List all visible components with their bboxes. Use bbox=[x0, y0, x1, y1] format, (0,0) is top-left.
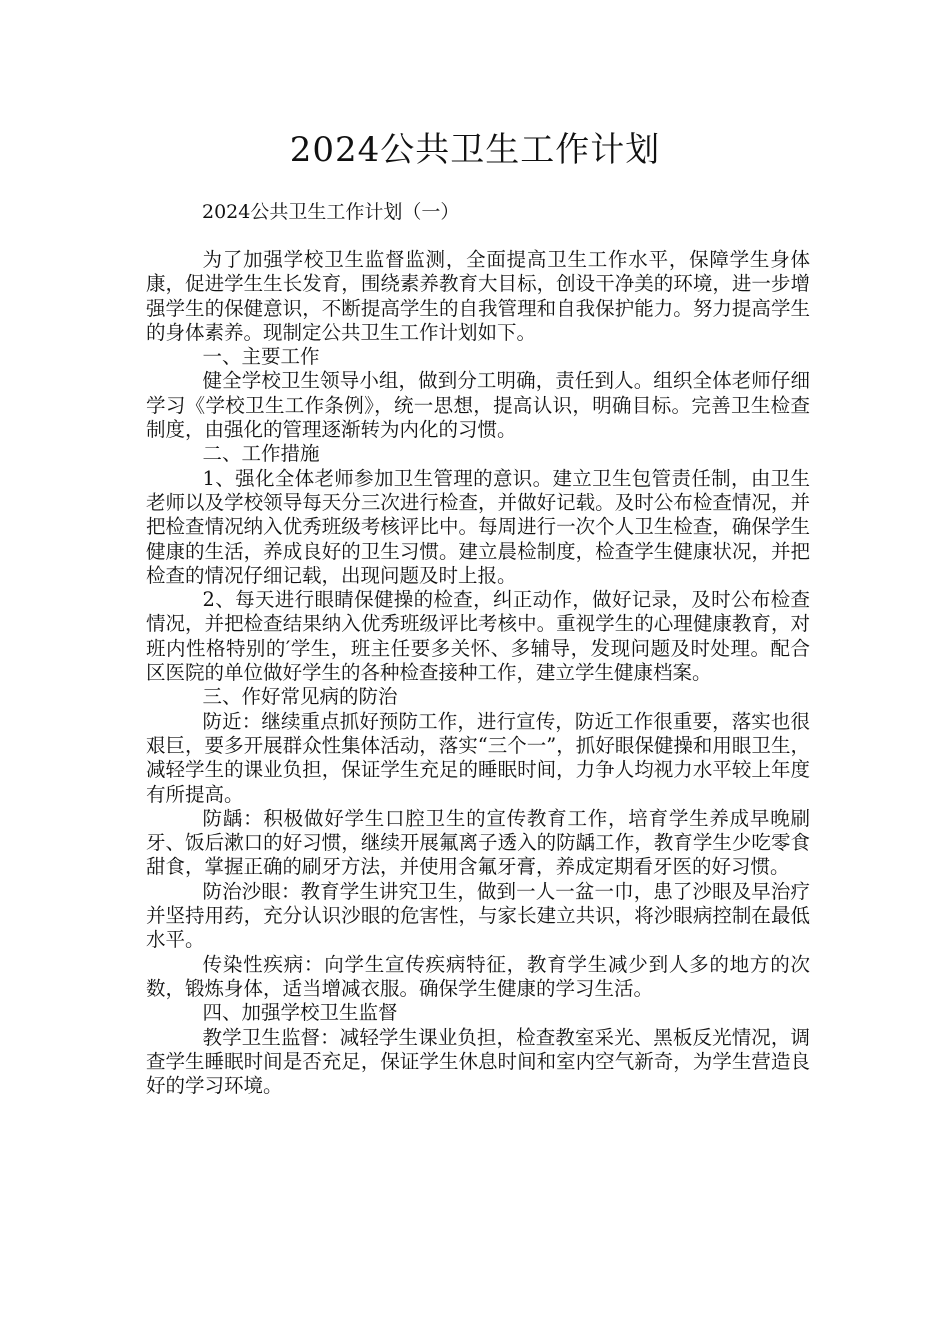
section-heading-measures: 二、工作措施 bbox=[202, 442, 320, 466]
paragraph-teaching-supervision: 教学卫生监督：减轻学生课业负担，检查教室采光、黑板反光情况，调查学生睡眠时间是否充足，保证学生休息时间和室内空气新奇，为学生营造良好的学习环境。 bbox=[146, 1025, 810, 1098]
paragraph-myopia-prevention: 防近：继续重点抓好预防工作，进行宣传，防近工作很重要，落实也很艰巨，要多开展群众性集体活动，落实“三个一”，抓好眼保健操和用眼卫生，减轻学生的课业负担，保证学生充足的睡眠时间，力争人均视力水平较上年度有所提高。 bbox=[146, 709, 810, 806]
document-subtitle: 2024公共卫生工作计划（一） bbox=[202, 201, 460, 223]
document-title: 2024公共卫生工作计划 bbox=[289, 130, 661, 170]
paragraph-trachoma-prevention: 防治沙眼：教育学生讲究卫生，做到一人一盆一巾，患了沙眼及早治疗并坚持用药，充分认识沙眼的危害性，与家长建立共识，将沙眼病控制在最低水平。 bbox=[146, 879, 810, 952]
paragraph-measure-1: 1、强化全体老师参加卫生管理的意识。建立卫生包管责任制，由卫生老师以及学校领导每天分三次进行检查，并做好记载。及时公布检查情况，并把检查情况纳入优秀班级考核评比中。每周进行一次个人卫生检查，确保学生健康的生活，养成良好的卫生习惯。建立晨检制度，检查学生健康状况，并把检查的情况仔细记载，出现问题及时上报。 bbox=[146, 466, 810, 587]
paragraph-measure-2: 2、每天进行眼睛保健操的检查，纠正动作，做好记录，及时公布检查情况，并把检查结果纳入优秀班级评比考核中。重视学生的心理健康教育，对班内性格特别的′学生，班主任要多关怀、多辅导，发现问题及时处理。配合区医院的单位做好学生的各种检查接种工作，建立学生健康档案。 bbox=[146, 588, 810, 685]
section-heading-disease-prevention: 三、作好常见病的防治 bbox=[202, 685, 398, 709]
section-heading-main-work: 一、主要工作 bbox=[202, 345, 320, 369]
section-heading-supervision: 四、加强学校卫生监督 bbox=[202, 1001, 398, 1025]
paragraph-caries-prevention: 防龋：积极做好学生口腔卫生的宣传教育工作，培育学生养成早晚刷牙、饭后漱口的好习惯，继续开展氟离子透入的防龋工作，教育学生少吃零食甜食，掌握正确的刷牙方法，并使用含氟牙膏，养成定期看牙医的好习惯。 bbox=[146, 806, 810, 879]
paragraph-intro: 为了加强学校卫生监督监测，全面提高卫生工作水平，保障学生身体康，促进学生生长发育，围绕素养教育大目标，创设干净美的环境，进一步增强学生的保健意识，不断提高学生的自我管理和自我保护能力。努力提高学生的身体素养。现制定公共卫生工作计划如下。 bbox=[146, 248, 810, 344]
document-body bbox=[146, 248, 810, 1098]
paragraph-infectious-disease: 传染性疾病：向学生宣传疾病特征，教育学生减少到人多的地方的次数，锻炼身体，适当增减衣服。确保学生健康的学习生活。 bbox=[146, 952, 810, 1000]
paragraph-main-work: 健全学校卫生领导小组，做到分工明确，责任到人。组织全体老师仔细学习《学校卫生工作条例》，统一思想，提高认识，明确目标。完善卫生检查制度，由强化的管理逐渐转为内化的习惯。 bbox=[146, 369, 810, 442]
